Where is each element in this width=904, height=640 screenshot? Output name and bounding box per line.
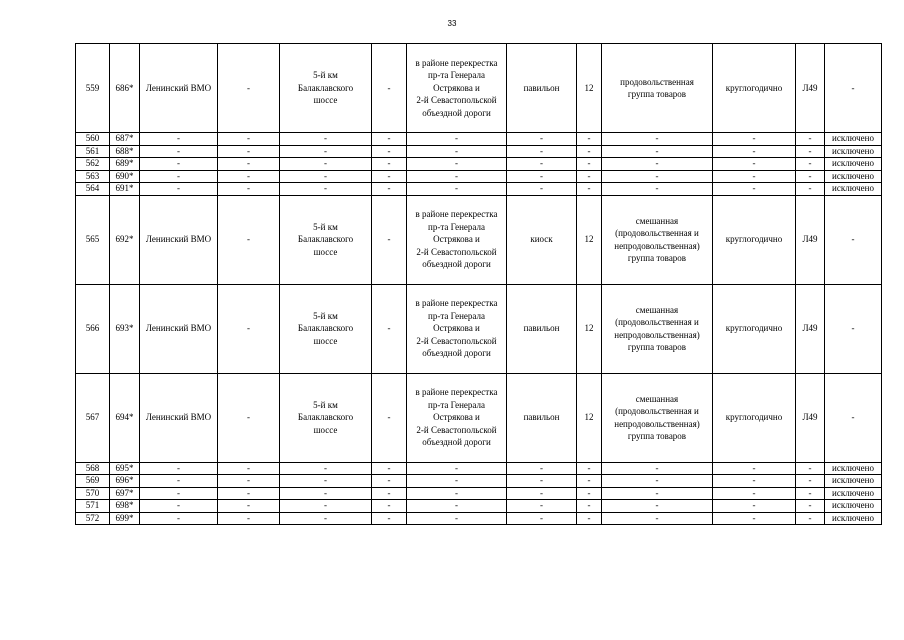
cell-specialization bbox=[602, 284, 713, 373]
cell-note: исключено bbox=[825, 133, 882, 146]
table-row bbox=[76, 44, 882, 133]
table-row bbox=[76, 373, 882, 462]
cell-location: - bbox=[280, 183, 372, 196]
table-row bbox=[76, 487, 882, 500]
cell-object-type: павильон bbox=[507, 284, 577, 373]
cell-line: шоссе bbox=[313, 246, 338, 257]
cell-row-number: 560 bbox=[76, 133, 110, 146]
cell-line: в районе перекрестка bbox=[415, 57, 498, 68]
cell-period: круглогодично bbox=[713, 44, 796, 133]
cell-row-number: 567 bbox=[76, 373, 110, 462]
cell-location: - bbox=[280, 133, 372, 146]
table-row bbox=[76, 170, 882, 183]
cell-object-type: павильон bbox=[507, 44, 577, 133]
cell-line: 5-й км bbox=[313, 221, 338, 232]
table-row bbox=[76, 145, 882, 158]
cell-specialization: - bbox=[602, 170, 713, 183]
cell-line: смешанная bbox=[635, 215, 679, 226]
cell-period: - bbox=[713, 158, 796, 171]
cell-line: шоссе bbox=[313, 95, 338, 106]
cell-col-6: - bbox=[372, 373, 407, 462]
cell-line: пр-та Генерала bbox=[428, 399, 485, 410]
cell-note: исключено bbox=[825, 487, 882, 500]
cell-district: - bbox=[140, 145, 218, 158]
cell-line: Балаклавского bbox=[297, 234, 354, 245]
cell-line: 5-й км bbox=[313, 70, 338, 81]
cell-object-number: 694* bbox=[110, 373, 140, 462]
cell-object-type: - bbox=[507, 170, 577, 183]
cell-object-type: - bbox=[507, 462, 577, 475]
cell-line: в районе перекрестка bbox=[415, 298, 498, 309]
cell-specialization: - bbox=[602, 183, 713, 196]
cell-specialization bbox=[602, 195, 713, 284]
cell-period: круглогодично bbox=[713, 284, 796, 373]
cell-line: пр-та Генерала bbox=[428, 70, 485, 81]
cell-period: - bbox=[713, 133, 796, 146]
cell-object-number: 693* bbox=[110, 284, 140, 373]
cell-location: - bbox=[280, 170, 372, 183]
cell-line: объездной дороги bbox=[422, 259, 491, 270]
table-row bbox=[76, 462, 882, 475]
cell-object-number: 691* bbox=[110, 183, 140, 196]
cell-line: 2-й Севастопольской bbox=[416, 95, 497, 106]
cell-line: объездной дороги bbox=[422, 437, 491, 448]
cell-col-4: - bbox=[218, 44, 280, 133]
cell-area: - bbox=[577, 183, 602, 196]
cell-line: объездной дороги bbox=[422, 107, 491, 118]
cell-line: 5-й км bbox=[313, 399, 338, 410]
cell-note: - bbox=[825, 44, 882, 133]
cell-address bbox=[407, 373, 507, 462]
cell-address: - bbox=[407, 133, 507, 146]
cell-col-6: - bbox=[372, 284, 407, 373]
cell-area: 12 bbox=[577, 284, 602, 373]
cell-col-6: - bbox=[372, 512, 407, 525]
cell-note: исключено bbox=[825, 170, 882, 183]
cell-code: Л49 bbox=[796, 44, 825, 133]
cell-row-number: 559 bbox=[76, 44, 110, 133]
cell-code: - bbox=[796, 133, 825, 146]
cell-location: - bbox=[280, 145, 372, 158]
cell-note: исключено bbox=[825, 145, 882, 158]
cell-object-type: - bbox=[507, 133, 577, 146]
cell-line: (продовольственная и bbox=[615, 406, 699, 416]
cell-code: - bbox=[796, 145, 825, 158]
table-row bbox=[76, 133, 882, 146]
cell-specialization: - bbox=[602, 487, 713, 500]
cell-col-4: - bbox=[218, 133, 280, 146]
cell-object-number: 698* bbox=[110, 500, 140, 513]
cell-col-4: - bbox=[218, 500, 280, 513]
cell-col-6: - bbox=[372, 158, 407, 171]
table-row bbox=[76, 500, 882, 513]
cell-period: - bbox=[713, 183, 796, 196]
cell-row-number: 569 bbox=[76, 475, 110, 488]
cell-object-number: 690* bbox=[110, 170, 140, 183]
cell-col-6: - bbox=[372, 475, 407, 488]
cell-period: круглогодично bbox=[713, 195, 796, 284]
cell-row-number: 564 bbox=[76, 183, 110, 196]
cell-location: - bbox=[280, 158, 372, 171]
cell-col-4: - bbox=[218, 145, 280, 158]
cell-code: Л49 bbox=[796, 373, 825, 462]
cell-line: непродовольственная) bbox=[614, 240, 700, 251]
cell-object-type: - bbox=[507, 500, 577, 513]
cell-district: - bbox=[140, 475, 218, 488]
cell-line: 5-й км bbox=[313, 310, 338, 321]
cell-line: шоссе bbox=[313, 335, 338, 346]
cell-object-number: 696* bbox=[110, 475, 140, 488]
cell-col-6: - bbox=[372, 462, 407, 475]
cell-location: - bbox=[280, 475, 372, 488]
cell-col-4: - bbox=[218, 170, 280, 183]
cell-address: - bbox=[407, 183, 507, 196]
cell-code: - bbox=[796, 500, 825, 513]
cell-address bbox=[407, 195, 507, 284]
cell-col-4: - bbox=[218, 195, 280, 284]
cell-district: - bbox=[140, 183, 218, 196]
cell-address: - bbox=[407, 158, 507, 171]
cell-area: - bbox=[577, 487, 602, 500]
table-row bbox=[76, 512, 882, 525]
cell-line: 2-й Севастопольской bbox=[416, 335, 497, 346]
cell-note: исключено bbox=[825, 500, 882, 513]
cell-district: - bbox=[140, 158, 218, 171]
cell-line: группа товаров bbox=[627, 431, 687, 441]
cell-note: - bbox=[825, 195, 882, 284]
cell-row-number: 562 bbox=[76, 158, 110, 171]
cell-district: - bbox=[140, 487, 218, 500]
cell-line: группа товаров bbox=[627, 89, 687, 99]
cell-period: - bbox=[713, 462, 796, 475]
cell-col-6: - bbox=[372, 183, 407, 196]
cell-col-4: - bbox=[218, 158, 280, 171]
cell-address bbox=[407, 44, 507, 133]
cell-address: - bbox=[407, 500, 507, 513]
cell-col-6: - bbox=[372, 195, 407, 284]
cell-line: смешанная bbox=[635, 304, 679, 315]
cell-note: исключено bbox=[825, 462, 882, 475]
cell-location bbox=[280, 284, 372, 373]
cell-line: группа товаров bbox=[627, 253, 687, 263]
cell-district: Ленинский ВМО bbox=[140, 195, 218, 284]
cell-district: Ленинский ВМО bbox=[140, 44, 218, 133]
cell-area: 12 bbox=[577, 373, 602, 462]
cell-col-4: - bbox=[218, 183, 280, 196]
cell-line: непродовольственная) bbox=[614, 418, 700, 429]
cell-address: - bbox=[407, 487, 507, 500]
cell-row-number: 572 bbox=[76, 512, 110, 525]
cell-area: - bbox=[577, 512, 602, 525]
cell-location: - bbox=[280, 512, 372, 525]
cell-col-6: - bbox=[372, 133, 407, 146]
cell-line: 2-й Севастопольской bbox=[416, 424, 497, 435]
cell-district: - bbox=[140, 500, 218, 513]
cell-specialization: - bbox=[602, 462, 713, 475]
cell-line: группа товаров bbox=[627, 342, 687, 352]
cell-specialization bbox=[602, 373, 713, 462]
cell-object-number: 697* bbox=[110, 487, 140, 500]
cell-row-number: 563 bbox=[76, 170, 110, 183]
cell-location: - bbox=[280, 500, 372, 513]
cell-district: - bbox=[140, 512, 218, 525]
cell-row-number: 565 bbox=[76, 195, 110, 284]
cell-period: - bbox=[713, 487, 796, 500]
cell-row-number: 568 bbox=[76, 462, 110, 475]
cell-line: шоссе bbox=[313, 424, 338, 435]
cell-col-6: - bbox=[372, 500, 407, 513]
cell-period: - bbox=[713, 475, 796, 488]
cell-col-4: - bbox=[218, 487, 280, 500]
cell-col-6: - bbox=[372, 170, 407, 183]
cell-line: непродовольственная) bbox=[614, 329, 700, 340]
cell-specialization: - bbox=[602, 145, 713, 158]
cell-area: - bbox=[577, 133, 602, 146]
cell-col-6: - bbox=[372, 487, 407, 500]
cell-line: пр-та Генерала bbox=[428, 221, 485, 232]
table-row bbox=[76, 158, 882, 171]
cell-col-4: - bbox=[218, 462, 280, 475]
cell-code: - bbox=[796, 475, 825, 488]
cell-address: - bbox=[407, 170, 507, 183]
cell-object-number: 687* bbox=[110, 133, 140, 146]
cell-specialization: - bbox=[602, 133, 713, 146]
cell-line: объездной дороги bbox=[422, 348, 491, 359]
cell-period: - bbox=[713, 170, 796, 183]
cell-area: - bbox=[577, 462, 602, 475]
cell-object-number: 695* bbox=[110, 462, 140, 475]
cell-object-type: - bbox=[507, 487, 577, 500]
cell-code: - bbox=[796, 512, 825, 525]
cell-district: Ленинский ВМО bbox=[140, 284, 218, 373]
cell-specialization: - bbox=[602, 500, 713, 513]
cell-object-type: киоск bbox=[507, 195, 577, 284]
cell-col-4: - bbox=[218, 373, 280, 462]
cell-row-number: 570 bbox=[76, 487, 110, 500]
cell-area: 12 bbox=[577, 44, 602, 133]
cell-period: - bbox=[713, 145, 796, 158]
cell-location: - bbox=[280, 462, 372, 475]
cell-district: Ленинский ВМО bbox=[140, 373, 218, 462]
cell-specialization bbox=[602, 44, 713, 133]
cell-note: - bbox=[825, 284, 882, 373]
cell-note: исключено bbox=[825, 512, 882, 525]
cell-col-4: - bbox=[218, 512, 280, 525]
cell-col-4: - bbox=[218, 284, 280, 373]
cell-object-type: - bbox=[507, 145, 577, 158]
cell-line: Острякова и bbox=[433, 234, 480, 245]
cell-code: - bbox=[796, 183, 825, 196]
cell-address: - bbox=[407, 462, 507, 475]
cell-col-6: - bbox=[372, 145, 407, 158]
cell-area: - bbox=[577, 145, 602, 158]
cell-object-number: 689* bbox=[110, 158, 140, 171]
cell-period: круглогодично bbox=[713, 373, 796, 462]
table-row bbox=[76, 475, 882, 488]
cell-address bbox=[407, 284, 507, 373]
cell-location bbox=[280, 44, 372, 133]
cell-row-number: 571 bbox=[76, 500, 110, 513]
table-body bbox=[76, 44, 882, 525]
cell-code: - bbox=[796, 462, 825, 475]
table-row bbox=[76, 183, 882, 196]
cell-line: пр-та Генерала bbox=[428, 310, 485, 321]
cell-line: в районе перекрестка bbox=[415, 387, 498, 398]
cell-code: - bbox=[796, 487, 825, 500]
cell-line: Балаклавского bbox=[297, 323, 354, 334]
cell-location: - bbox=[280, 487, 372, 500]
cell-district: - bbox=[140, 462, 218, 475]
cell-area: - bbox=[577, 500, 602, 513]
cell-object-type: - bbox=[507, 158, 577, 171]
cell-line: смешанная bbox=[635, 393, 679, 404]
cell-note: исключено bbox=[825, 158, 882, 171]
cell-row-number: 566 bbox=[76, 284, 110, 373]
cell-object-type: - bbox=[507, 475, 577, 488]
cell-area: 12 bbox=[577, 195, 602, 284]
cell-code: Л49 bbox=[796, 284, 825, 373]
placement-table bbox=[75, 43, 882, 525]
cell-note: исключено bbox=[825, 183, 882, 196]
cell-area: - bbox=[577, 158, 602, 171]
cell-object-type: - bbox=[507, 183, 577, 196]
cell-district: - bbox=[140, 133, 218, 146]
cell-line: (продовольственная и bbox=[615, 228, 699, 238]
cell-line: Острякова и bbox=[433, 82, 480, 93]
cell-address: - bbox=[407, 512, 507, 525]
cell-col-4: - bbox=[218, 475, 280, 488]
cell-area: - bbox=[577, 170, 602, 183]
cell-address: - bbox=[407, 145, 507, 158]
cell-note: исключено bbox=[825, 475, 882, 488]
cell-specialization: - bbox=[602, 512, 713, 525]
cell-location bbox=[280, 373, 372, 462]
cell-line: Острякова и bbox=[433, 323, 480, 334]
cell-object-number: 686* bbox=[110, 44, 140, 133]
cell-object-type: - bbox=[507, 512, 577, 525]
table-row bbox=[76, 284, 882, 373]
cell-col-6: - bbox=[372, 44, 407, 133]
cell-object-type: павильон bbox=[507, 373, 577, 462]
cell-district: - bbox=[140, 170, 218, 183]
cell-object-number: 699* bbox=[110, 512, 140, 525]
cell-object-number: 688* bbox=[110, 145, 140, 158]
cell-line: в районе перекрестка bbox=[415, 209, 498, 220]
cell-line: Балаклавского bbox=[297, 412, 354, 423]
cell-object-number: 692* bbox=[110, 195, 140, 284]
cell-specialization: - bbox=[602, 158, 713, 171]
cell-area: - bbox=[577, 475, 602, 488]
cell-code: - bbox=[796, 170, 825, 183]
cell-code: Л49 bbox=[796, 195, 825, 284]
cell-line: Острякова и bbox=[433, 412, 480, 423]
cell-period: - bbox=[713, 512, 796, 525]
page-number: 33 bbox=[447, 19, 457, 28]
cell-line: (продовольственная и bbox=[615, 317, 699, 327]
cell-line: Балаклавского bbox=[297, 82, 354, 93]
cell-address: - bbox=[407, 475, 507, 488]
cell-specialization: - bbox=[602, 475, 713, 488]
cell-row-number: 561 bbox=[76, 145, 110, 158]
cell-code: - bbox=[796, 158, 825, 171]
cell-note: - bbox=[825, 373, 882, 462]
cell-period: - bbox=[713, 500, 796, 513]
table-row bbox=[76, 195, 882, 284]
cell-line: 2-й Севастопольской bbox=[416, 246, 497, 257]
cell-location bbox=[280, 195, 372, 284]
cell-line: продовольственная bbox=[620, 76, 694, 87]
